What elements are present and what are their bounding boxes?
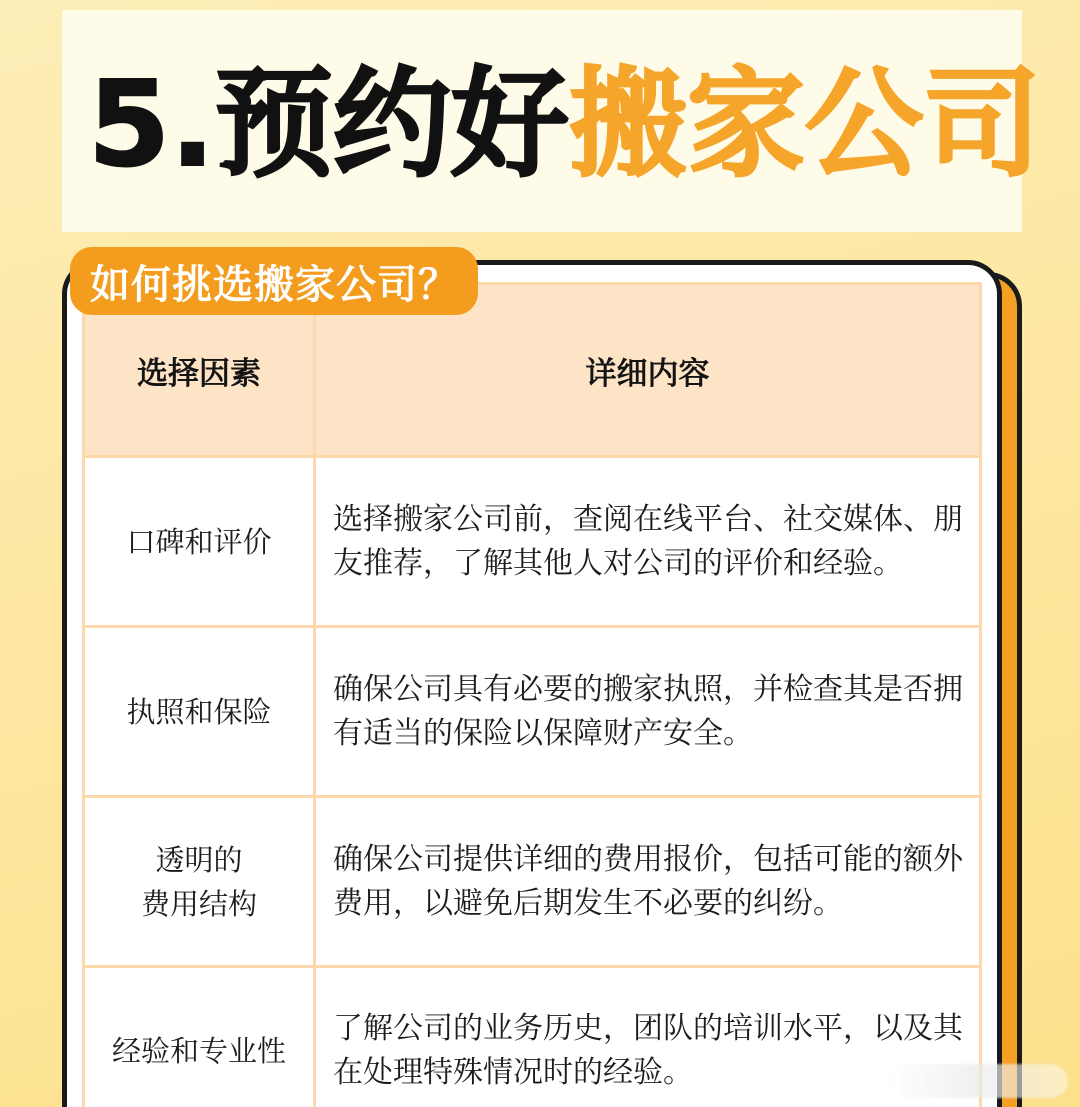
factor-cell	[85, 628, 313, 795]
factor-cell	[85, 798, 313, 965]
card-tab-text: 如何挑选搬家公司？	[90, 261, 459, 308]
card-tab-label	[70, 247, 478, 315]
title-prefix: 5.预约好	[88, 55, 569, 193]
factor-text: 经验和专业性	[111, 1033, 286, 1068]
detail-cell	[316, 798, 979, 965]
detail-text: 确保公司具有必要的搬家执照，并检查其是否拥有适当的保险以保障财产安全。	[333, 671, 963, 751]
header-label-factor: 选择因素	[137, 355, 261, 392]
page-title	[88, 55, 1041, 193]
info-card	[62, 260, 1002, 1107]
watermark	[888, 1064, 1068, 1098]
detail-cell	[316, 968, 979, 1107]
detail-text: 选择搬家公司前，查阅在线平台、社交媒体、朋友推荐，了解其他人对公司的评价和经验。	[333, 501, 963, 581]
title-highlight: 搬家公司	[568, 55, 1041, 193]
factor-text: 执照和保险	[126, 694, 272, 729]
header-label-detail: 详细内容	[585, 355, 710, 392]
title-banner	[62, 10, 1041, 232]
factor-text: 透明的 费用结构	[140, 842, 257, 921]
detail-text: 了解公司的业务历史，团队的培训水平，以及其在处理特殊情况时的经验。	[333, 1010, 963, 1090]
detail-cell	[316, 458, 979, 625]
detail-cell	[316, 628, 979, 795]
detail-text: 确保公司提供详细的费用报价，包括可能的额外费用，以避免后期发生不必要的纠纷。	[333, 841, 963, 921]
factor-text: 口碑和评价	[126, 524, 272, 559]
factor-cell	[85, 968, 313, 1107]
selection-table	[82, 282, 982, 1107]
factor-cell	[85, 458, 313, 625]
